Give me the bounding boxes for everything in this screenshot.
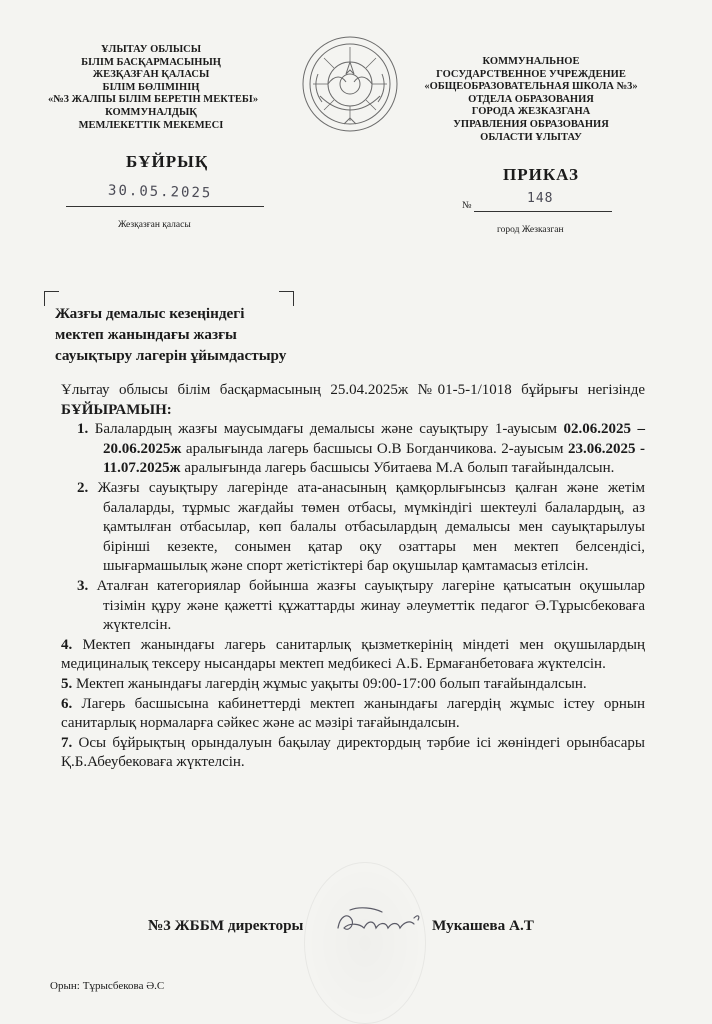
header-line: МЕМЛЕКЕТТІК МЕКЕМЕСІ	[78, 119, 224, 131]
item-number: 4.	[61, 636, 73, 653]
item-text: Лагерь басшысына кабинеттерді мектеп жанындағы лагердің жұмыс істеу орнын санитарлық нормаларға сәйкес және ас мәзірі тағайындалсын.	[61, 695, 646, 732]
item-number: 6.	[61, 695, 73, 712]
order-item	[61, 734, 645, 773]
order-item	[61, 636, 645, 675]
header-line: «№3 ЖАЛПЫ БІЛІМ БЕРЕТІН МЕКТЕБІ»	[48, 94, 259, 106]
city-russian: город Жезказган	[497, 225, 564, 235]
order-title-russian: ПРИКАЗ	[503, 165, 579, 184]
header-line: ОТДЕЛА ОБРАЗОВАНИЯ	[468, 93, 594, 105]
order-number-label: №	[462, 200, 472, 211]
order-item	[61, 675, 645, 695]
subject-line: мектеп жанындағы жазғы	[55, 326, 237, 343]
handwritten-signature	[330, 900, 426, 944]
item-number: 2.	[77, 479, 89, 496]
number-underline	[474, 210, 612, 212]
order-item	[61, 695, 645, 734]
item-text: 02.06.2025 – 20.06.2025ж	[103, 421, 646, 457]
item-text: Аталған категориялар бойынша жазғы сауықтыру лагеріне қатысатын оқушылар тізімін құру және қажетті құжаттарды жинау әлеуметтік педагог Ә.Тұрысбековаға жүктелсін.	[96, 577, 645, 634]
item-text: Мектеп жанындағы лагердің жұмыс уақыты 09:00-17:00 болып тағайындалсын.	[76, 675, 587, 692]
header-line: ГОРОДА ЖЕЗКАЗГАНА	[471, 106, 591, 118]
header-line: БІЛІМ БАСҚАРМАСЫНЫҢ	[81, 56, 221, 68]
header-line: УПРАВЛЕНИЯ ОБРАЗОВАНИЯ	[453, 118, 609, 130]
header-line: КОММУНАЛДЫҚ	[105, 106, 197, 118]
order-number: 148	[527, 191, 554, 206]
date-underline	[66, 205, 264, 207]
order-item	[61, 420, 645, 479]
header-line: ОБЛАСТИ ҰЛЫТАУ	[480, 131, 582, 143]
header-line: БІЛІМ БӨЛІМІНІҢ	[102, 81, 200, 93]
item-number: 7.	[61, 734, 73, 751]
header-line: ҰЛЫТАУ ОБЛЫСЫ	[100, 44, 202, 55]
item-number: 1.	[77, 421, 89, 438]
item-number: 5.	[61, 675, 73, 692]
subject-line: сауықтыру лагерін ұйымдастыру	[55, 347, 287, 364]
subject-line: Жазғы демалыс кезеңіндегі	[55, 305, 245, 322]
header-line: «ОБЩЕОБРАЗОВАТЕЛЬНАЯ ШКОЛА №3»	[424, 81, 638, 93]
header-russian	[424, 56, 638, 144]
intro-text: Ұлытау облысы білім басқармасының 25.04.2025ж №01-5-1/1018 бұйрығы негізінде	[61, 382, 645, 398]
item-text: Балалардың жазғы маусымдағы демалысы және сауықтыру 1-ауысым	[94, 421, 564, 438]
executor	[50, 980, 164, 992]
order-items	[61, 420, 645, 773]
director-title: №3 ЖББМ директоры	[148, 917, 304, 934]
order-date: 30.05.2025	[107, 182, 213, 202]
order-subject	[55, 303, 355, 366]
item-text: Жазғы сауықтыру лагерінде ата-анасының қамқорлығынсыз қалған және жетім балаларды, тұрмыс жағдайы төмен отбасы, мүмкіндігі шектеулі балалардың, аз қамтылған отбасылар, көп балалы отбасылардың демалысы мен сауықтарылуы бірінші кезекте, сонымен қатар оқу озаттары мен мектеп белсендісі, шығармашылық және спорт жетістіктері бар оқушылар қамтамасыз етілсін.	[97, 479, 646, 575]
header-line: КОММУНАЛЬНОЕ	[482, 56, 580, 67]
item-text: аралығында лагерь басшысы Убитаева М.А болып тағайындалсын.	[180, 460, 615, 477]
order-title-kazakh: БҰЙРЫҚ	[126, 152, 209, 171]
item-text: Осы бұйрықтың орындалуын бақылау директордың тәрбие ісі жөніндегі орынбасары Қ.Б.Абеубековаға жүктелсін.	[61, 734, 646, 771]
item-text: аралығында лагерь басшысы О.В Богданчикова. 2-ауысым	[181, 440, 568, 457]
intro-emphasis: БҰЙЫРАМЫН:	[61, 401, 172, 418]
executor-label: Орын:	[50, 980, 80, 992]
executor-name: Тұрысбекова Ә.С	[82, 980, 165, 992]
order-item	[61, 479, 645, 577]
order-intro	[61, 381, 645, 420]
item-text: 23.06.2025 - 11.07.2025ж	[103, 440, 645, 477]
item-number: 3.	[77, 577, 89, 594]
director-name: Мукашева А.Т	[432, 917, 534, 934]
header-line: ЖЕЗҚАЗҒАН ҚАЛАСЫ	[92, 69, 210, 81]
header-line: ГОСУДАРСТВЕННОЕ УЧРЕЖДЕНИЕ	[436, 68, 626, 80]
header-kazakh	[48, 44, 259, 132]
order-body	[61, 381, 645, 773]
state-emblem-icon	[300, 34, 400, 134]
item-text: Мектеп жанындағы лагерь санитарлық қызметкерінің міндеті мен оқушылардың медициналық тексеру нысандары мектеп медбикесі А.Б. Ермағанбетоваға жүктелсін.	[61, 636, 645, 673]
city-kazakh: Жезқазған қаласы	[118, 220, 191, 230]
order-item	[61, 577, 645, 636]
